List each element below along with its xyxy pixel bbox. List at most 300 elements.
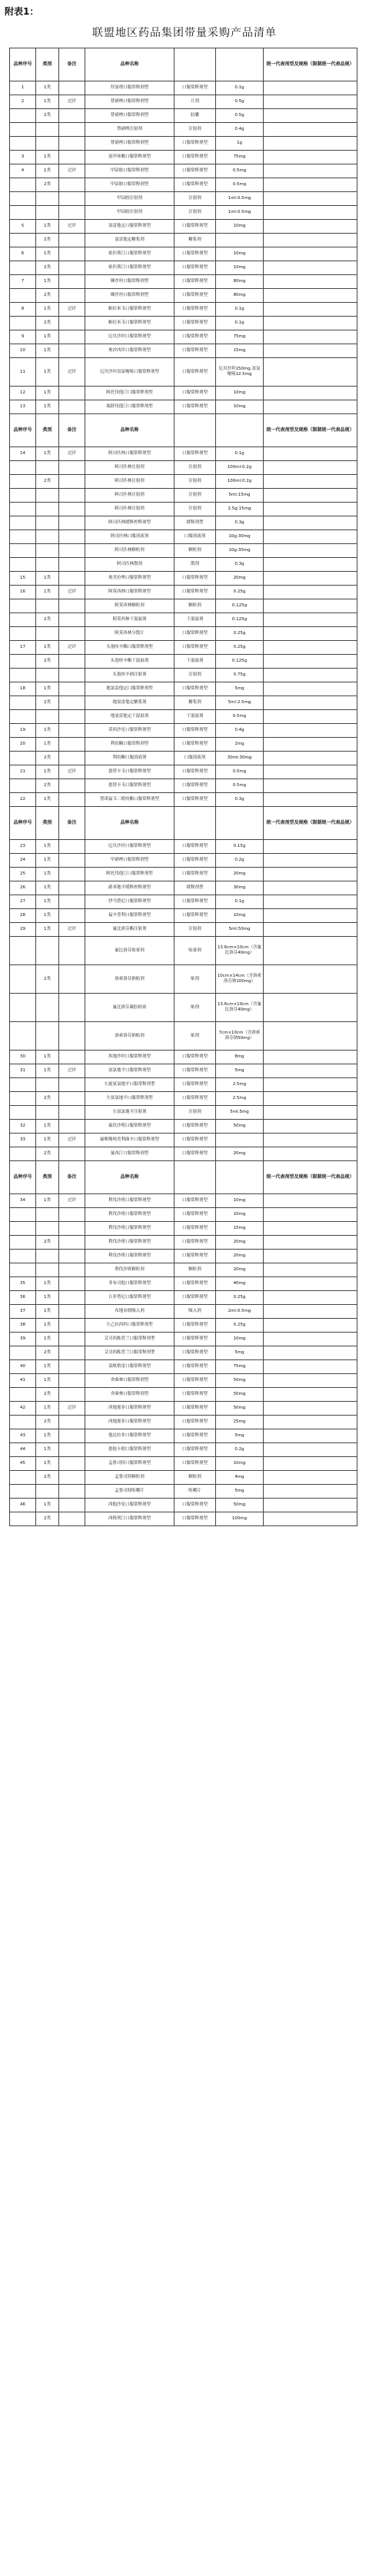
- column-header: [216, 807, 264, 840]
- dosage-form-cell: 颗粒剂: [175, 1471, 216, 1485]
- category-cell: 2类: [36, 1092, 59, 1106]
- remark-cell: [59, 289, 85, 303]
- remark-cell: 过评: [59, 1402, 85, 1416]
- representative-spec-cell: [264, 387, 357, 400]
- representative-spec-cell: [264, 1092, 357, 1106]
- category-cell: 1类: [36, 909, 59, 923]
- representative-spec-cell: [264, 994, 357, 1022]
- drug-name-cell: 奥美拉唑口服常释剂型: [85, 572, 175, 586]
- spec-cell: 1g: [216, 137, 264, 151]
- remark-cell: [59, 206, 85, 220]
- category-cell: 1类: [36, 1319, 59, 1333]
- table-row: [10, 627, 357, 641]
- remark-cell: [59, 81, 85, 95]
- column-header: [216, 1161, 264, 1194]
- variety-number-cell: [10, 752, 36, 765]
- variety-number-cell: 20: [10, 738, 36, 752]
- drug-name-cell: 孟鲁司特咀嚼片: [85, 1485, 175, 1499]
- category-cell: [36, 937, 59, 965]
- spec-cell: 75mg: [216, 151, 264, 164]
- representative-spec-cell: [264, 965, 357, 994]
- representative-spec-cell: [264, 572, 357, 586]
- category-cell: [36, 710, 59, 724]
- representative-spec-cell: [264, 192, 357, 206]
- remark-cell: [59, 516, 85, 530]
- table-row: [10, 965, 357, 994]
- representative-spec-cell: [264, 220, 357, 234]
- table-row: [10, 1499, 357, 1512]
- representative-spec-cell: [264, 586, 357, 599]
- drug-name-cell: 氟比洛芬凝胶贴膏: [85, 994, 175, 1022]
- spec-cell: 5mg: [216, 1346, 264, 1360]
- drug-name-cell: 氟比洛芬酯注射剂: [85, 923, 175, 937]
- drug-name-cell: 阿司匹林口服常释剂型: [85, 447, 175, 461]
- column-header: [175, 807, 216, 840]
- dosage-form-cell: 口服常释剂型: [175, 1134, 216, 1147]
- column-header: 品种名称: [85, 48, 175, 81]
- remark-cell: 过评: [59, 1194, 85, 1208]
- variety-number-cell: 13: [10, 400, 36, 414]
- drug-name-cell: 阿司匹林注射剂: [85, 475, 175, 489]
- table-row: [10, 854, 357, 868]
- drug-name-cell: 阿司匹林注射剂: [85, 489, 175, 503]
- variety-number-cell: [10, 1485, 36, 1499]
- drug-name-cell: 福辛普利口服常释剂型: [85, 909, 175, 923]
- drug-name-cell: 甲钴胺注射剂: [85, 192, 175, 206]
- drug-name-cell: 舍曲林口服常释剂型: [85, 1374, 175, 1388]
- dosage-form-cell: 口服常释剂型: [175, 895, 216, 909]
- table-row: [10, 1291, 357, 1305]
- representative-spec-cell: [264, 1208, 357, 1222]
- remark-cell: [59, 613, 85, 627]
- variety-number-cell: [10, 994, 36, 1022]
- drug-name-cell: 硝苯地平缓释控释剂型: [85, 881, 175, 895]
- dosage-form-cell: 口服常释剂型: [175, 793, 216, 807]
- drug-name-cell: 利培酮口服常释剂型: [85, 738, 175, 752]
- table-row: [10, 696, 357, 710]
- drug-name-cell: 阿莫西林口服常释剂型: [85, 586, 175, 599]
- dosage-form-cell: 口服常释剂型: [175, 909, 216, 923]
- remark-cell: [59, 1346, 85, 1360]
- spec-cell: 0.25g: [216, 586, 264, 599]
- category-cell: 1类: [36, 1402, 59, 1416]
- spec-cell: 1ml:0.5mg: [216, 192, 264, 206]
- column-header: 品种序号: [10, 48, 36, 81]
- spec-cell: 20mg: [216, 1263, 264, 1277]
- spec-cell: 2.5mg: [216, 1078, 264, 1092]
- variety-number-cell: [10, 1236, 36, 1250]
- spec-cell: 75mg: [216, 1360, 264, 1374]
- category-cell: 1类: [36, 1429, 59, 1443]
- dosage-form-cell: 注射剂: [175, 192, 216, 206]
- dosage-form-cell: 口服常释剂型: [175, 289, 216, 303]
- dosage-form-cell: 口服常释剂型: [175, 1147, 216, 1161]
- table-body: [10, 48, 357, 1526]
- table-row: [10, 123, 357, 137]
- dosage-form-cell: 口服常释剂型: [175, 724, 216, 738]
- remark-cell: [59, 1222, 85, 1236]
- dosage-form-cell: 口服常释剂型: [175, 1443, 216, 1457]
- category-cell: 2类: [36, 1471, 59, 1485]
- variety-number-cell: 18: [10, 682, 36, 696]
- spec-cell: 0.5g: [216, 95, 264, 109]
- variety-number-cell: [10, 192, 36, 206]
- dosage-form-cell: 贴膏剂: [175, 937, 216, 965]
- category-cell: 2类: [36, 1236, 59, 1250]
- drug-name-cell: 头孢呋辛酯口服常释剂型: [85, 641, 175, 655]
- variety-number-cell: [10, 317, 36, 330]
- remark-cell: [59, 840, 85, 854]
- drug-name-cell: 替硝唑口服常释剂型: [85, 137, 175, 151]
- spec-cell: 50mg: [216, 1499, 264, 1512]
- representative-spec-cell: [264, 765, 357, 779]
- representative-spec-cell: [264, 1388, 357, 1402]
- dosage-form-cell: 口服常释剂型: [175, 1277, 216, 1291]
- remark-cell: [59, 558, 85, 572]
- column-header: 统一代表剂型及规格（限制统一代表品规）: [264, 48, 357, 81]
- spec-cell: 厄贝沙坦150mg,氢氯噻嗪12.5mg: [216, 358, 264, 387]
- remark-cell: [59, 909, 85, 923]
- variety-number-cell: 8: [10, 303, 36, 317]
- spec-cell: 0.125g: [216, 599, 264, 613]
- category-cell: 2类: [36, 1416, 59, 1429]
- variety-number-cell: 29: [10, 923, 36, 937]
- table-row: [10, 1360, 357, 1374]
- category-cell: 1类: [36, 1277, 59, 1291]
- remark-cell: [59, 710, 85, 724]
- dosage-form-cell: 口服常释剂型: [175, 779, 216, 793]
- category-cell: 1类: [36, 895, 59, 909]
- representative-spec-cell: [264, 1194, 357, 1208]
- dosage-form-cell: 干混悬剂: [175, 655, 216, 669]
- drug-name-cell: 阿司匹林注射剂: [85, 461, 175, 475]
- remark-cell: [59, 344, 85, 358]
- remark-cell: [59, 682, 85, 696]
- dosage-form-cell: 咀嚼片: [175, 1485, 216, 1499]
- dosage-form-cell: 散剂: [175, 558, 216, 572]
- category-cell: [36, 669, 59, 682]
- table-row: [10, 109, 357, 123]
- spec-cell: 5mg: [216, 1064, 264, 1078]
- remark-cell: [59, 137, 85, 151]
- drug-name-cell: 帕拉米韦口服常释剂型: [85, 317, 175, 330]
- table-row: [10, 937, 357, 965]
- spec-cell: 0.4g: [216, 123, 264, 137]
- variety-number-cell: 26: [10, 881, 36, 895]
- spec-cell: 10g:30mg: [216, 530, 264, 544]
- dosage-form-cell: 口服常释剂型: [175, 275, 216, 289]
- variety-number-cell: 41: [10, 1374, 36, 1388]
- table-row: [10, 586, 357, 599]
- column-header: 备注: [59, 414, 85, 447]
- variety-number-cell: 1: [10, 81, 36, 95]
- column-header: 类别: [36, 807, 59, 840]
- column-header: 类别: [36, 1161, 59, 1194]
- remark-cell: [59, 1022, 85, 1051]
- dosage-form-cell: 口服常释剂型: [175, 220, 216, 234]
- drug-name-cell: 利伐沙班颗粒剂: [85, 1263, 175, 1277]
- table-row: [10, 765, 357, 779]
- variety-number-cell: [10, 1208, 36, 1222]
- remark-cell: [59, 192, 85, 206]
- spec-cell: 30mg: [216, 881, 264, 895]
- variety-number-cell: [10, 1471, 36, 1485]
- representative-spec-cell: [264, 1147, 357, 1161]
- representative-spec-cell: [264, 1236, 357, 1250]
- variety-number-cell: 11: [10, 358, 36, 387]
- category-cell: [36, 206, 59, 220]
- table-row: [10, 1120, 357, 1134]
- spec-cell: 5mg: [216, 682, 264, 696]
- table-row: [10, 1443, 357, 1457]
- category-cell: 1类: [36, 881, 59, 895]
- table-row: [10, 544, 357, 558]
- table-row: [10, 1022, 357, 1051]
- drug-name-cell: 氟哌噻吨美利曲辛口服常释剂型: [85, 1134, 175, 1147]
- table-row: [10, 1250, 357, 1263]
- spec-cell: 50mg: [216, 1374, 264, 1388]
- dosage-form-cell: 胶囊: [175, 109, 216, 123]
- column-header: 统一代表剂型及规格（限制统一代表品规）: [264, 807, 357, 840]
- drug-name-cell: 西他沙星口服常释剂型: [85, 1499, 175, 1512]
- table-row: [10, 752, 357, 765]
- drug-name-cell: 孟鲁司特颗粒剂: [85, 1471, 175, 1485]
- category-cell: 2类: [36, 289, 59, 303]
- remark-cell: [59, 1485, 85, 1499]
- variety-number-cell: 46: [10, 1499, 36, 1512]
- representative-spec-cell: [264, 178, 357, 192]
- category-cell: 1类: [36, 344, 59, 358]
- representative-spec-cell: [264, 1374, 357, 1388]
- remark-cell: [59, 1471, 85, 1485]
- category-cell: [36, 123, 59, 137]
- remark-cell: 过评: [59, 303, 85, 317]
- dosage-form-cell: 缓释剂型: [175, 881, 216, 895]
- variety-number-cell: [10, 655, 36, 669]
- representative-spec-cell: [264, 1402, 357, 1416]
- category-cell: 1类: [36, 247, 59, 261]
- drug-name-cell: 利伐沙班口服常释剂型: [85, 1236, 175, 1250]
- variety-number-cell: [10, 544, 36, 558]
- variety-number-cell: [10, 937, 36, 965]
- variety-number-cell: [10, 779, 36, 793]
- remark-cell: [59, 1147, 85, 1161]
- category-cell: 2类: [36, 317, 59, 330]
- representative-spec-cell: [264, 752, 357, 765]
- drug-name-cell: 氯雷他定糖浆剂: [85, 234, 175, 247]
- dosage-form-cell: 注射剂: [175, 923, 216, 937]
- remark-cell: [59, 544, 85, 558]
- column-header: 备注: [59, 48, 85, 81]
- representative-spec-cell: [264, 627, 357, 641]
- remark-cell: [59, 178, 85, 192]
- remark-cell: [59, 503, 85, 516]
- variety-number-cell: 16: [10, 586, 36, 599]
- spec-cell: 1mg: [216, 738, 264, 752]
- spec-cell: 10mg: [216, 261, 264, 275]
- category-cell: 1类: [36, 868, 59, 881]
- dosage-form-cell: 干混悬剂: [175, 613, 216, 627]
- spec-cell: 80mg: [216, 275, 264, 289]
- category-cell: 2类: [36, 613, 59, 627]
- dosage-form-cell: 口服常释剂型: [175, 1092, 216, 1106]
- table-row: [10, 164, 357, 178]
- drug-name-cell: 左乙拉西坦口服常释剂型: [85, 1319, 175, 1333]
- variety-number-cell: 35: [10, 1277, 36, 1291]
- drug-name-cell: 厄贝沙坦口服常释剂型: [85, 840, 175, 854]
- category-cell: [36, 530, 59, 544]
- table-row: [10, 178, 357, 192]
- dosage-form-cell: 口服溶液剂: [175, 530, 216, 544]
- category-cell: 1类: [36, 1120, 59, 1134]
- representative-spec-cell: [264, 530, 357, 544]
- variety-number-cell: [10, 178, 36, 192]
- table-row: [10, 1333, 357, 1346]
- remark-cell: [59, 895, 85, 909]
- spec-cell: 0.3g: [216, 793, 264, 807]
- remark-cell: [59, 261, 85, 275]
- representative-spec-cell: [264, 1471, 357, 1485]
- spec-cell: 100mg: [216, 1512, 264, 1526]
- dosage-form-cell: 口服常释剂型: [175, 627, 216, 641]
- representative-spec-cell: [264, 461, 357, 475]
- dosage-form-cell: 口服常释剂型: [175, 164, 216, 178]
- table-row: [10, 710, 357, 724]
- dosage-form-cell: 口服常释剂型: [175, 1374, 216, 1388]
- remark-cell: [59, 1263, 85, 1277]
- column-header: [175, 1161, 216, 1194]
- spec-cell: 10g:30mg: [216, 544, 264, 558]
- category-cell: [36, 1022, 59, 1051]
- spec-cell: 80mg: [216, 289, 264, 303]
- variety-number-cell: 5: [10, 220, 36, 234]
- remark-cell: [59, 937, 85, 965]
- remark-cell: 过评: [59, 1134, 85, 1147]
- spec-cell: 50mg: [216, 1388, 264, 1402]
- spec-cell: 0.2g: [216, 854, 264, 868]
- remark-cell: [59, 752, 85, 765]
- variety-number-cell: 40: [10, 1360, 36, 1374]
- representative-spec-cell: [264, 206, 357, 220]
- representative-spec-cell: [264, 923, 357, 937]
- representative-spec-cell: [264, 137, 357, 151]
- variety-number-cell: [10, 109, 36, 123]
- variety-number-cell: [10, 1416, 36, 1429]
- variety-number-cell: [10, 1250, 36, 1263]
- remark-cell: [59, 1319, 85, 1333]
- category-cell: 1类: [36, 738, 59, 752]
- table-row: [10, 1222, 357, 1236]
- table-row: [10, 1263, 357, 1277]
- remark-cell: [59, 599, 85, 613]
- category-cell: 1类: [36, 641, 59, 655]
- spec-cell: 0.3g: [216, 516, 264, 530]
- spec-cell: 8mg: [216, 1051, 264, 1064]
- representative-spec-cell: [264, 303, 357, 317]
- drug-name-cell: 阿莫西林干混悬剂: [85, 613, 175, 627]
- remark-cell: [59, 387, 85, 400]
- drug-name-cell: 地氯雷他定口服常释剂型: [85, 682, 175, 696]
- category-cell: 2类: [36, 1346, 59, 1360]
- variety-number-cell: 2: [10, 95, 36, 109]
- spec-cell: 2ml:0.5mg: [216, 1305, 264, 1319]
- drug-name-cell: 阿司匹林注射剂: [85, 503, 175, 516]
- variety-number-cell: 7: [10, 275, 36, 289]
- spec-cell: 0.5mg: [216, 164, 264, 178]
- spec-cell: 10mg: [216, 909, 264, 923]
- variety-number-cell: 37: [10, 1305, 36, 1319]
- category-cell: 1类: [36, 1134, 59, 1147]
- table-row: [10, 1319, 357, 1333]
- spec-cell: 10mg: [216, 1194, 264, 1208]
- representative-spec-cell: [264, 599, 357, 613]
- drug-name-cell: 艾司西酞普兰口服常释剂型: [85, 1346, 175, 1360]
- spec-cell: 20mg: [216, 868, 264, 881]
- category-cell: 1类: [36, 1360, 59, 1374]
- remark-cell: [59, 572, 85, 586]
- table-row: [10, 503, 357, 516]
- table-row: [10, 1194, 357, 1208]
- drug-name-cell: 阿司匹林颗粒剂: [85, 544, 175, 558]
- table-row: [10, 192, 357, 206]
- dosage-form-cell: 口服常释剂型: [175, 387, 216, 400]
- variety-number-cell: [10, 206, 36, 220]
- table-row: [10, 330, 357, 344]
- remark-cell: [59, 461, 85, 475]
- remark-cell: [59, 151, 85, 164]
- drug-name-cell: 洛索洛芬钠贴剂: [85, 965, 175, 994]
- variety-number-cell: [10, 1106, 36, 1120]
- spec-cell: 0.1g: [216, 81, 264, 95]
- dosage-form-cell: 口服常释剂型: [175, 1346, 216, 1360]
- spec-cell: 2.5g:15mg: [216, 503, 264, 516]
- remark-cell: [59, 400, 85, 414]
- table-row: [10, 1471, 357, 1485]
- remark-cell: [59, 317, 85, 330]
- table-row: [10, 779, 357, 793]
- remark-cell: [59, 1499, 85, 1512]
- spec-cell: 0.5mg: [216, 765, 264, 779]
- dosage-form-cell: 口服常释剂型: [175, 765, 216, 779]
- category-cell: 2类: [36, 655, 59, 669]
- category-cell: 1类: [36, 793, 59, 807]
- representative-spec-cell: [264, 234, 357, 247]
- category-cell: 1类: [36, 220, 59, 234]
- category-cell: 2类: [36, 234, 59, 247]
- representative-spec-cell: [264, 317, 357, 330]
- spec-cell: 0.25g: [216, 641, 264, 655]
- category-cell: 2类: [36, 1388, 59, 1402]
- drug-name-cell: 替诺福韦二吡呋酯口服常释剂型: [85, 793, 175, 807]
- representative-spec-cell: [264, 724, 357, 738]
- category-cell: 1类: [36, 1051, 59, 1064]
- remark-cell: [59, 793, 85, 807]
- spec-cell: 0.5mg: [216, 710, 264, 724]
- spec-cell: 0.125g: [216, 613, 264, 627]
- table-row: [10, 793, 357, 807]
- representative-spec-cell: [264, 289, 357, 303]
- category-cell: 1类: [36, 586, 59, 599]
- drug-name-cell: 利培酮口服溶液剂: [85, 752, 175, 765]
- category-cell: [36, 599, 59, 613]
- drug-name-cell: 洛索洛芬钠贴剂: [85, 1022, 175, 1051]
- column-header: 类别: [36, 414, 59, 447]
- drug-name-cell: 甲钴胺口服常释剂型: [85, 178, 175, 192]
- table-row: [10, 655, 357, 669]
- table-row: [10, 137, 357, 151]
- representative-spec-cell: [264, 909, 357, 923]
- representative-spec-cell: [264, 710, 357, 724]
